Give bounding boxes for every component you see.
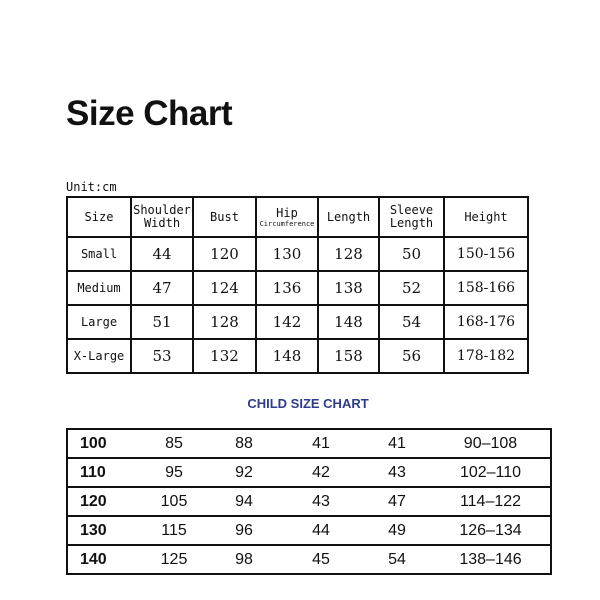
child-size-cell: 120	[67, 487, 139, 516]
table-cell: 45	[279, 545, 363, 574]
table-row	[67, 516, 551, 545]
table-cell: 47	[363, 487, 431, 516]
table-cell: 53	[131, 339, 193, 373]
table-cell: 95	[139, 458, 209, 487]
table-cell: 49	[363, 516, 431, 545]
table-cell: 90–108	[431, 429, 551, 458]
child-size-cell: 140	[67, 545, 139, 574]
header-line1: Sleeve	[389, 203, 434, 217]
table-cell: 52	[379, 271, 444, 305]
table-cell: 88	[209, 429, 279, 458]
adult-header-cell	[67, 197, 131, 237]
table-cell: 42	[279, 458, 363, 487]
table-cell: 125	[139, 545, 209, 574]
table-row	[67, 545, 551, 574]
child-size-cell: 100	[67, 429, 139, 458]
table-cell: 168-176	[444, 305, 528, 339]
adult-header-cell	[256, 197, 318, 237]
child-size-cell: 130	[67, 516, 139, 545]
size-label-cell: Large	[67, 305, 131, 339]
table-cell: 54	[363, 545, 431, 574]
header-line1: Hip	[276, 205, 298, 220]
page-title: Size Chart	[66, 94, 233, 133]
table-cell: 98	[209, 545, 279, 574]
size-label-cell: Medium	[67, 271, 131, 305]
table-cell: 126–134	[431, 516, 551, 545]
table-row	[67, 458, 551, 487]
table-cell: 148	[256, 339, 318, 373]
size-label-cell: X-Large	[67, 339, 131, 373]
table-cell: 56	[379, 339, 444, 373]
header-subtext: Circumference	[259, 219, 315, 228]
table-cell: 136	[256, 271, 318, 305]
table-cell: 50	[379, 237, 444, 271]
table-cell: 138	[318, 271, 379, 305]
table-cell: 92	[209, 458, 279, 487]
header-line1: Bust	[210, 209, 239, 224]
table-cell: 138–146	[431, 545, 551, 574]
table-cell: 142	[256, 305, 318, 339]
adult-header-row	[67, 197, 528, 237]
header-line1: Length	[326, 209, 371, 224]
table-row	[67, 339, 528, 373]
table-cell: 124	[193, 271, 256, 305]
table-cell: 41	[363, 429, 431, 458]
header-line2: Width	[143, 216, 181, 230]
table-cell: 51	[131, 305, 193, 339]
header-line2: Length	[389, 216, 434, 230]
table-cell: 44	[279, 516, 363, 545]
table-cell: 41	[279, 429, 363, 458]
table-cell: 148	[318, 305, 379, 339]
table-cell: 132	[193, 339, 256, 373]
header-line1: Size	[84, 209, 114, 224]
table-row	[67, 305, 528, 339]
adult-header-cell	[193, 197, 256, 237]
adult-header-cell	[131, 197, 193, 237]
table-row	[67, 237, 528, 271]
size-label-cell: Small	[67, 237, 131, 271]
table-cell: 130	[256, 237, 318, 271]
table-cell: 158-166	[444, 271, 528, 305]
table-cell: 158	[318, 339, 379, 373]
table-cell: 102–110	[431, 458, 551, 487]
child-size-cell: 110	[67, 458, 139, 487]
child-size-table	[66, 428, 552, 575]
table-cell: 94	[209, 487, 279, 516]
child-chart-heading: CHILD SIZE CHART	[247, 396, 369, 411]
table-cell: 150-156	[444, 237, 528, 271]
table-cell: 43	[363, 458, 431, 487]
header-line1: Height	[464, 209, 508, 224]
adult-header-cell	[318, 197, 379, 237]
table-row	[67, 271, 528, 305]
header-line1: Shoulder	[133, 203, 191, 217]
adult-header-cell	[379, 197, 444, 237]
table-row	[67, 487, 551, 516]
table-cell: 105	[139, 487, 209, 516]
table-cell: 128	[193, 305, 256, 339]
unit-label: Unit:cm	[66, 180, 117, 194]
table-cell: 85	[139, 429, 209, 458]
table-cell: 178-182	[444, 339, 528, 373]
table-cell: 96	[209, 516, 279, 545]
table-cell: 128	[318, 237, 379, 271]
table-cell: 43	[279, 487, 363, 516]
table-row	[67, 429, 551, 458]
table-cell: 47	[131, 271, 193, 305]
adult-size-table	[66, 196, 529, 374]
table-cell: 115	[139, 516, 209, 545]
table-cell: 44	[131, 237, 193, 271]
table-cell: 54	[379, 305, 444, 339]
table-cell: 114–122	[431, 487, 551, 516]
adult-header-cell	[444, 197, 528, 237]
table-cell: 120	[193, 237, 256, 271]
